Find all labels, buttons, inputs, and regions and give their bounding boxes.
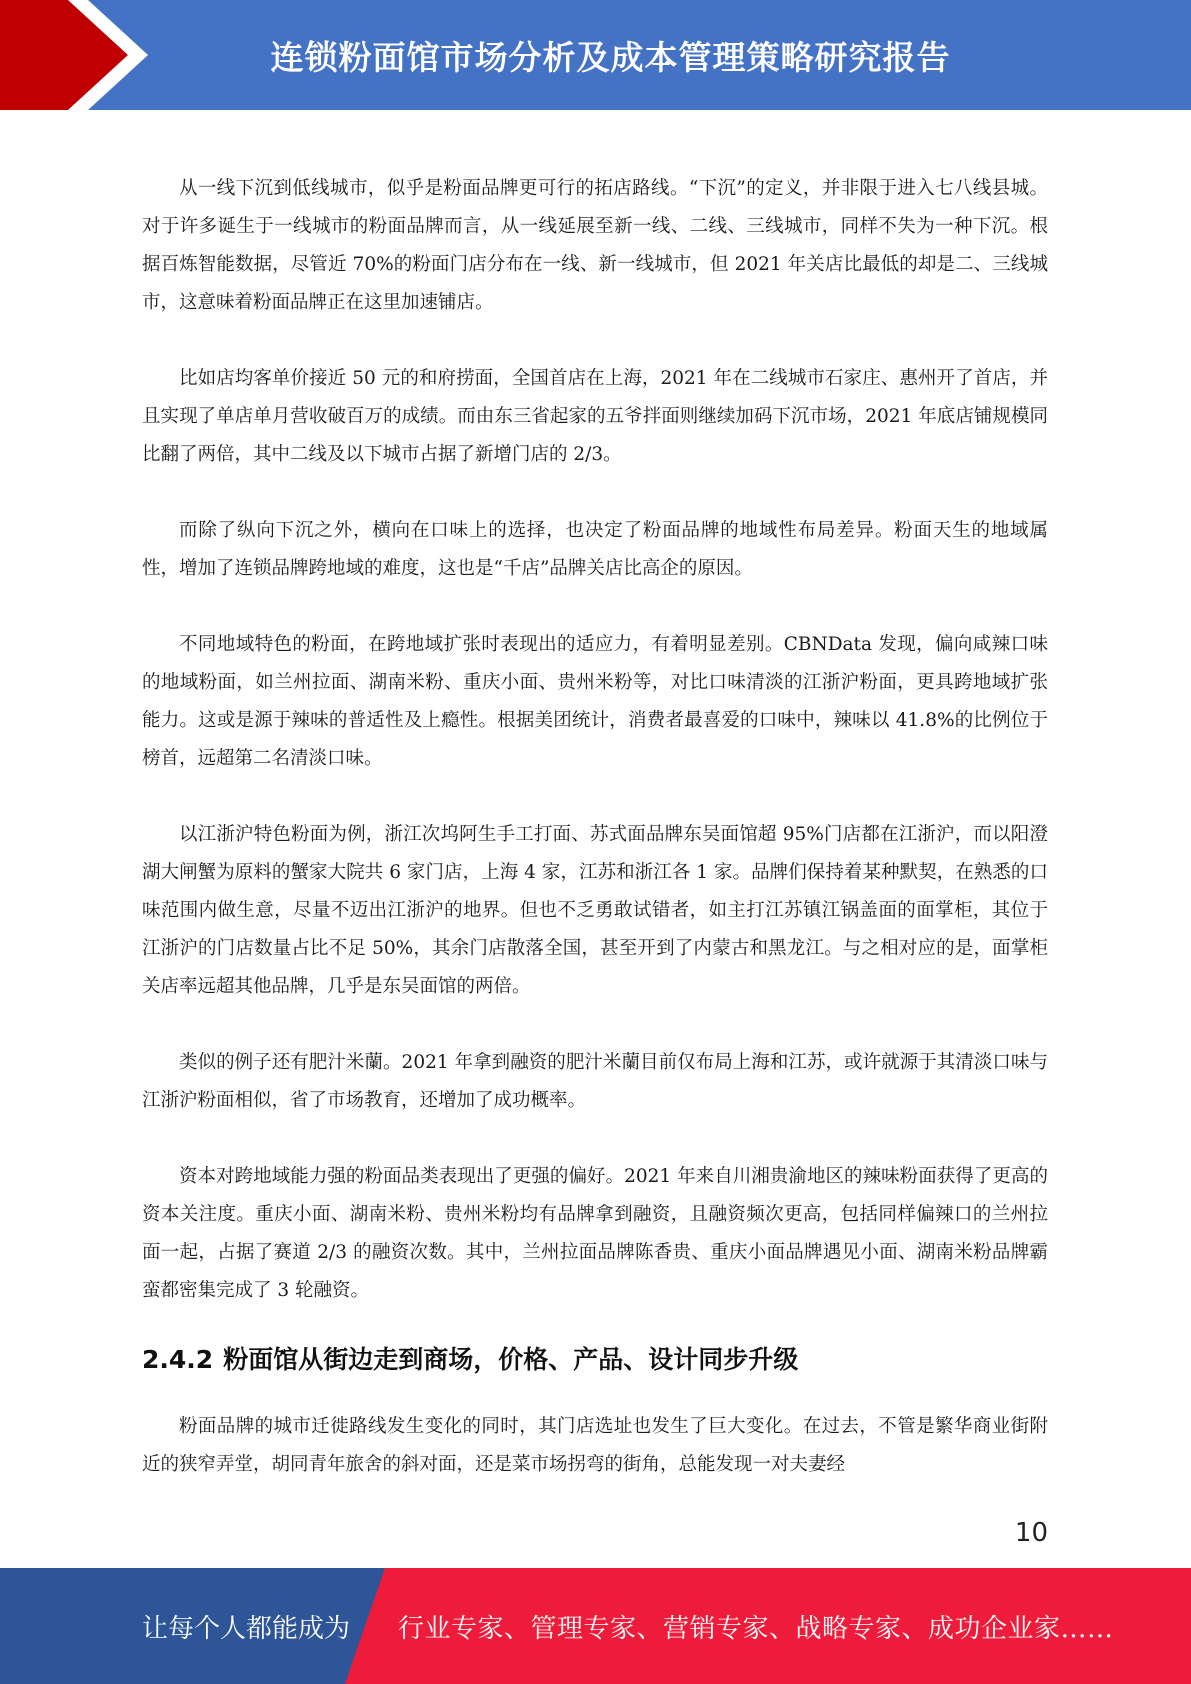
paragraph: 从一线下沉到低线城市，似乎是粉面品牌更可行的拓店路线。“下沉”的定义，并非限于进入七八线县城。对于许多诞生于一线城市的粉面品牌而言，从一线延展至新一线、二线、三线城市，同样不失为一种下沉。根据百炼智能数据，尽管近 70%的粉面门店分布在一线、新一线城市，但 2021 年关店比最低的却是二、三线城市，这意味着粉面品牌正在这里加速铺店。 [142, 178, 1048, 313]
paragraph: 粉面品牌的城市迁徙路线发生变化的同时，其门店选址也发生了巨大变化。在过去，不管是繁华商业街附近的狭窄弄堂，胡同青年旅舍的斜对面，还是菜市场拐弯的街角，总能发现一对夫妻经 [142, 1416, 1048, 1475]
paragraph: 比如店均客单价接近 50 元的和府捞面，全国首店在上海，2021 年在二线城市石家庄、惠州开了首店，并且实现了单店单月营收破百万的成绩。而由东三省起家的五爷拌面则继续加码下沉市场，2021 年底店铺规模同比翻了两倍，其中二线及以下城市占据了新增门店的 2/3。 [142, 368, 1048, 465]
paragraph: 而除了纵向下沉之外，横向在口味上的选择，也决定了粉面品牌的地域性布局差异。粉面天生的地域属性，增加了连锁品牌跨地域的难度，这也是“千店”品牌关店比高企的原因。 [142, 520, 1048, 579]
footer-slogan-right: 行业专家、管理专家、营销专家、战略专家、成功企业家…… [398, 1613, 1114, 1644]
paragraph: 不同地域特色的粉面，在跨地域扩张时表现出的适应力，有着明显差别。CBNData 发现，偏向咸辣口味的地域粉面，如兰州拉面、湖南米粉、重庆小面、贵州米粉等，对比口味清淡的江浙沪粉面，更具跨地域扩张能力。这或是源于辣味的普适性及上瘾性。根据美团统计，消费者最喜爱的口味中，辣味以 41.8%的比例位于榜首，远超第二名清淡口味。 [142, 634, 1048, 769]
page-header [0, 0, 1191, 110]
paragraph: 以江浙沪特色粉面为例，浙江次坞阿生手工打面、苏式面品牌东吴面馆超 95%门店都在江浙沪，而以阳澄湖大闸蟹为原料的蟹家大院共 6 家门店，上海 4 家，江苏和浙江各 1 家。品牌们保持着某种默契，在熟悉的口味范围内做生意，尽量不迈出江浙沪的地界。但也不乏勇敢试错者，如主打江苏镇江锅盖面的面掌柜，其位于江浙沪的门店数量占比不足 50%，其余门店散落全国，甚至开到了内蒙古和黑龙江。与之相对应的是，面掌柜关店率远超其他品牌，几乎是东吴面馆的两倍。 [142, 824, 1048, 997]
section-number: 2.4.2 [142, 1345, 214, 1374]
main-content [142, 170, 1048, 1522]
page-number: 10 [1014, 1518, 1048, 1548]
footer-slogan-left: 让每个人都能成为 [142, 1613, 351, 1644]
section-title: 粉面馆从街边走到商场，价格、产品、设计同步升级 [223, 1345, 799, 1374]
report-title: 连锁粉面馆市场分析及成本管理策略研究报告 [270, 37, 951, 77]
section-heading [142, 1340, 1048, 1380]
paragraph: 类似的例子还有肥汁米蘭。2021 年拿到融资的肥汁米蘭目前仅布局上海和江苏，或许就源于其清淡口味与江浙沪粉面相似，省了市场教育，还增加了成功概率。 [142, 1052, 1048, 1111]
paragraph: 资本对跨地域能力强的粉面品类表现出了更强的偏好。2021 年来自川湘贵渝地区的辣味粉面获得了更高的资本关注度。重庆小面、湖南米粉、贵州米粉均有品牌拿到融资，且融资频次更高，包括同样偏辣口的兰州拉面一起，占据了赛道 2/3 的融资次数。其中，兰州拉面品牌陈香贵、重庆小面品牌遇见小面、湖南米粉品牌霸蛮都密集完成了 3 轮融资。 [142, 1166, 1048, 1301]
page-footer [0, 1568, 1191, 1684]
